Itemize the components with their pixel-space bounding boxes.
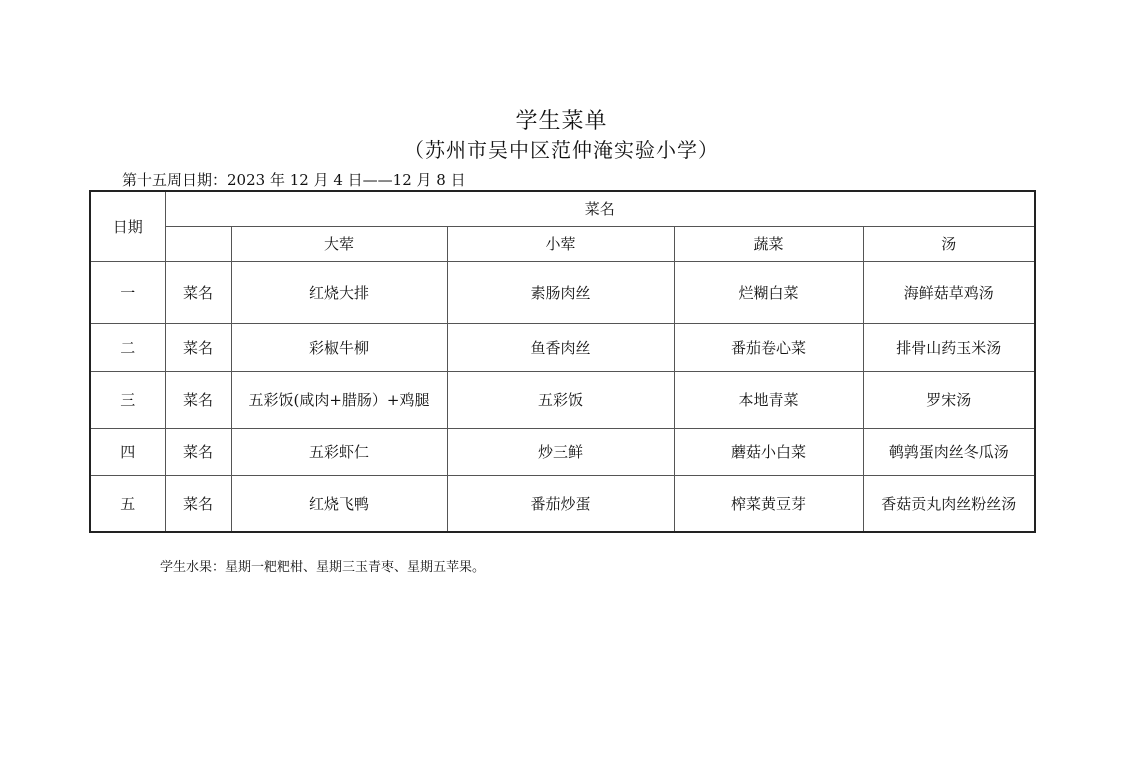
row-label-cell: 菜名 [165, 323, 231, 371]
day-cell: 二 [90, 323, 165, 371]
dish-cell: 排骨山药玉米汤 [863, 323, 1035, 371]
date-header: 日期 [90, 191, 165, 261]
row-label-cell: 菜名 [165, 428, 231, 475]
header-row-1 [90, 191, 1035, 226]
menu-table [89, 190, 1036, 533]
column-header-side-meat: 小荤 [447, 226, 674, 261]
page-title: 学生菜单 [515, 109, 608, 134]
dish-cell: 蘑菇小白菜 [674, 428, 863, 475]
column-header-soup: 汤 [863, 226, 1035, 261]
dish-cell: 红烧飞鸭 [231, 475, 447, 532]
column-header-main-meat: 大荤 [231, 226, 447, 261]
row-label-cell: 菜名 [165, 261, 231, 323]
dish-cell: 素肠肉丝 [447, 261, 674, 323]
row-label-cell: 菜名 [165, 371, 231, 428]
dish-cell: 海鲜菇草鸡汤 [863, 261, 1035, 323]
header-row-2 [90, 226, 1035, 261]
table-row [90, 371, 1035, 428]
blank-header-cell [165, 226, 231, 261]
dish-cell: 炒三鲜 [447, 428, 674, 475]
dish-cell: 本地青菜 [674, 371, 863, 428]
dish-cell: 烂糊白菜 [674, 261, 863, 323]
day-cell: 四 [90, 428, 165, 475]
dish-cell: 罗宋汤 [863, 371, 1035, 428]
table-row [90, 475, 1035, 532]
school-subtitle: （苏州市吴中区范仲淹实验小学） [404, 138, 719, 162]
week-date-line: 第十五周日期：2023 年 12 月 4 日——12 月 8 日 [122, 171, 466, 189]
column-header-vegetable: 蔬菜 [674, 226, 863, 261]
row-label-cell: 菜名 [165, 475, 231, 532]
dish-cell: 榨菜黄豆芽 [674, 475, 863, 532]
day-cell: 一 [90, 261, 165, 323]
fruit-note: 学生水果：星期一粑粑柑、星期三玉青枣、星期五苹果。 [160, 560, 486, 575]
table-row [90, 428, 1035, 475]
menu-header: 菜名 [165, 191, 1035, 226]
dish-cell: 五彩饭(咸肉+腊肠）+鸡腿 [231, 371, 447, 428]
dish-cell: 香菇贡丸肉丝粉丝汤 [863, 475, 1035, 532]
dish-cell: 鹌鹑蛋肉丝冬瓜汤 [863, 428, 1035, 475]
table-row [90, 261, 1035, 323]
dish-cell: 五彩饭 [447, 371, 674, 428]
dish-cell: 鱼香肉丝 [447, 323, 674, 371]
day-cell: 三 [90, 371, 165, 428]
table-row [90, 323, 1035, 371]
dish-cell: 番茄炒蛋 [447, 475, 674, 532]
dish-cell: 彩椒牛柳 [231, 323, 447, 371]
dish-cell: 五彩虾仁 [231, 428, 447, 475]
day-cell: 五 [90, 475, 165, 532]
dish-cell: 番茄卷心菜 [674, 323, 863, 371]
dish-cell: 红烧大排 [231, 261, 447, 323]
